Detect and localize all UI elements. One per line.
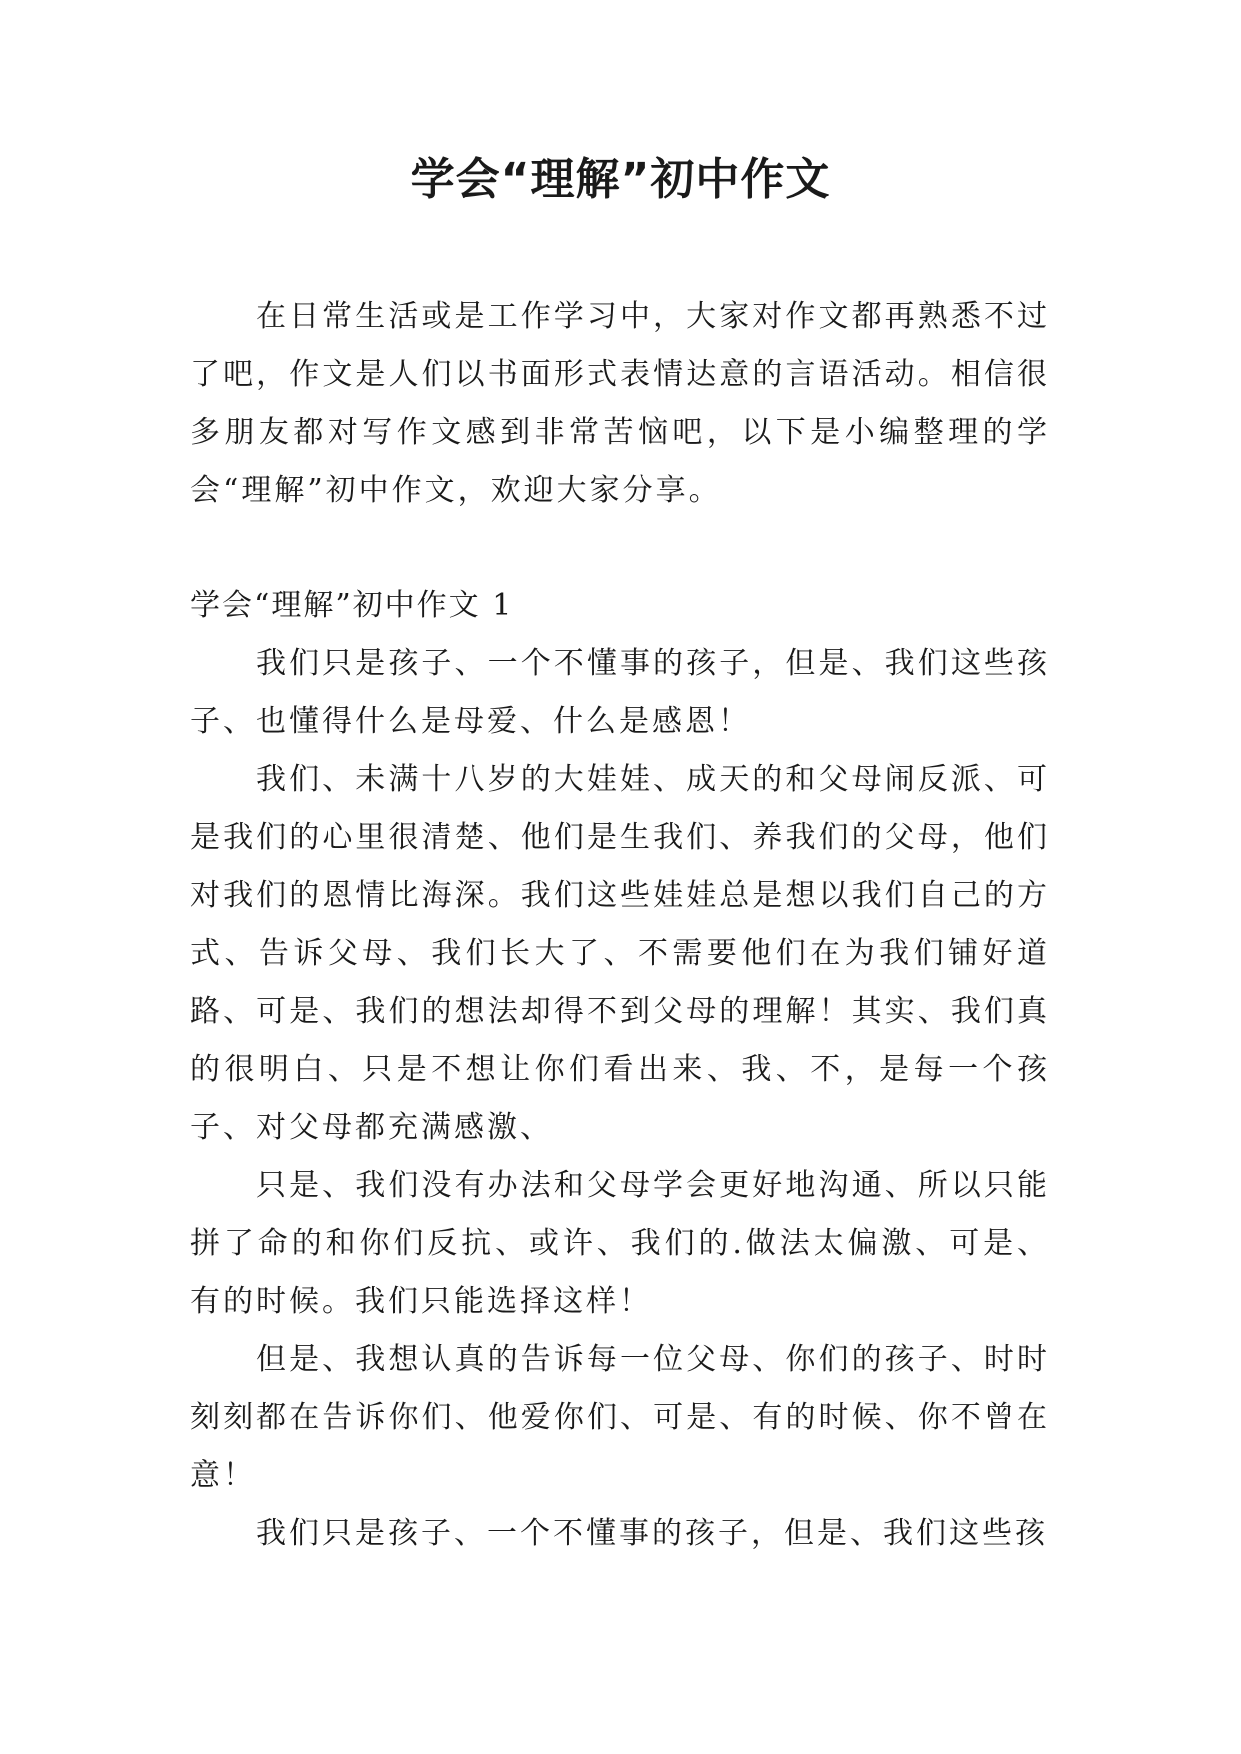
page-title: 学会“理解”初中作文 — [410, 154, 831, 205]
essay-paragraph: 我们只是孩子、一个不懂事的孩子，但是、我们这些孩子、也懂得什么是母爱、什么是感恩！ — [190, 646, 1050, 739]
essay-paragraph: 我们只是孩子、一个不懂事的孩子，但是、我们这些孩 — [256, 1516, 1048, 1551]
intro-paragraph: 在日常生活或是工作学习中，大家对作文都再熟悉不过了吧，作文是人们以书面形式表情达意的言语活动。相信很多朋友都对写作文感到非常苦恼吧，以下是小编整理的学会“理解”初中作文，欢迎大家分享。 — [190, 299, 1050, 508]
essay-paragraph: 只是、我们没有办法和父母学会更好地沟通、所以只能拼了命的和你们反抗、或许、我们的.做法太偏激、可是、有的时候。我们只能选择这样！ — [190, 1168, 1050, 1319]
section-heading: 学会“理解”初中作文 1 — [190, 588, 514, 623]
essay-paragraph: 我们、未满十八岁的大娃娃、成天的和父母闹反派、可是我们的心里很清楚、他们是生我们、养我们的父母，他们对我们的恩情比海深。我们这些娃娃总是想以我们自己的方式、告诉父母、我们长大了、不需要他们在为我们铺好道路、可是、我们的想法却得不到父母的理解！其实、我们真的很明白、只是不想让你们看出来、我、不，是每一个孩子、对父母都充满感激、 — [190, 762, 1050, 1145]
essay-paragraph: 但是、我想认真的告诉每一位父母、你们的孩子、时时刻刻都在告诉你们、他爱你们、可是、有的时候、你不曾在意！ — [190, 1342, 1050, 1493]
intro-section — [190, 288, 1050, 520]
essay-section — [190, 577, 1050, 1563]
